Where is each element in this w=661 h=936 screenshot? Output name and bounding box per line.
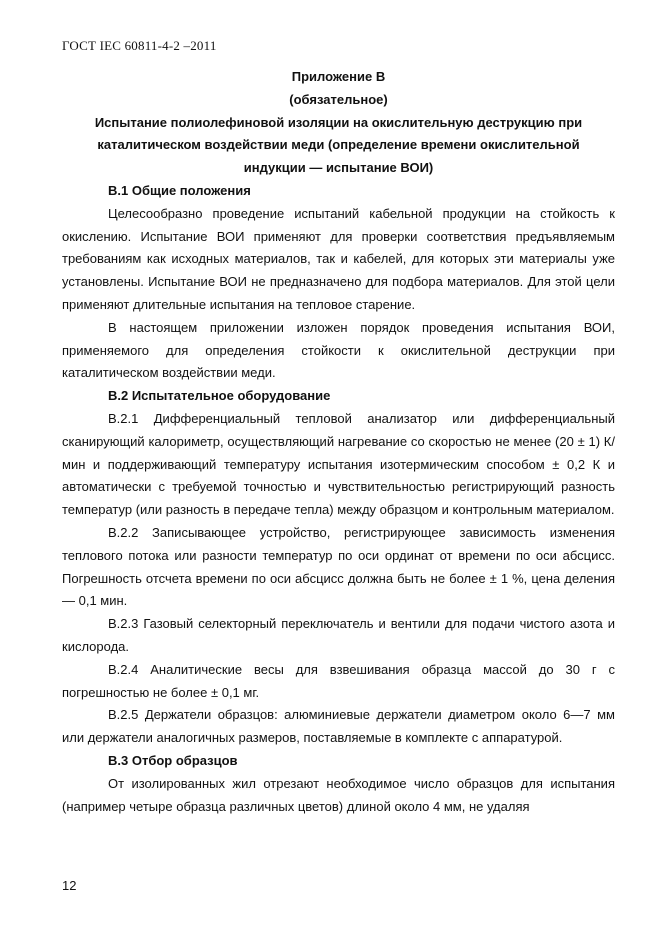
section-heading-b3: В.3 Отбор образцов	[108, 752, 238, 768]
paragraph: В.2.2 Записывающее устройство, регистрирующее зависимость изменения теплового потока или разности температур по оси ординат от времени по оси абсцисс. Погрешность отсчета времени по оси абсцисс должна быть не более ± 1 %, цена деления — 0,1 мин.	[62, 524, 615, 609]
paragraph: В.2.5 Держатели образцов: алюминиевые держатели диаметром около 6—7 мм или держатели аналогичных размеров, поставляемые в комплекте с аппаратурой.	[62, 707, 615, 746]
annex-status: (обязательное)	[289, 91, 388, 107]
annex-heading-line-3: индукции — испытание ВОИ)	[243, 160, 434, 176]
paragraph: В.2.1 Дифференциальный тепловой анализатор или дифференциальный сканирующий калориметр, осуществляющий нагревание со скоростью не менее (20 ± 1) К/мин и поддерживающий температуру испытания изотермическим способом ± 0,2 К и автоматически с требуемой точностью и чувствительностью регистрирующий разность температур (или разность в передаче тепла) между образцом и контрольным материалом.	[62, 410, 615, 518]
page-content	[62, 66, 615, 818]
paragraph: В.2.3 Газовый селекторный переключатель и вентили для подачи чистого азота и кислорода.	[62, 616, 615, 654]
annex-heading-line-1: Испытание полиолефиновой изоляции на окислительную деструкцию при	[94, 114, 583, 130]
paragraph: В настоящем приложении изложен порядок проведения испытания ВОИ, применяемого для определения стойкости к окислительной деструкции при каталитическом воздействии меди.	[62, 319, 615, 381]
annex-heading-line-2: каталитическом воздействии меди (определение времени окислительной	[97, 137, 580, 153]
paragraph: В.2.4 Аналитические весы для взвешивания образца массой до 30 г с погрешностью не более ± 0,1 мг.	[62, 661, 615, 700]
paragraph: От изолированных жил отрезают необходимое число образцов для испытания (например четыре образца различных цветов) длиной около 4 мм, не удаляя	[62, 775, 615, 814]
section-heading-b1: В.1 Общие положения	[108, 182, 251, 198]
paragraph: Целесообразно проведение испытаний кабельной продукции на стойкость к окислению. Испытание ВОИ применяют для проверки соответствия предъявляемым требованиям как исходных материалов, так и кабелей, для которых эти материалы уже установлены. Испытание ВОИ не предназначено для подбора материалов. Для этой цели применяют длительные испытания на тепловое старение.	[62, 205, 615, 312]
section-heading-b2: В.2 Испытательное оборудование	[108, 388, 331, 404]
document-header: ГОСТ IEC 60811-4-2 –2011	[62, 38, 217, 53]
annex-title: Приложение В	[291, 69, 386, 84]
page-number: 12	[62, 878, 77, 893]
